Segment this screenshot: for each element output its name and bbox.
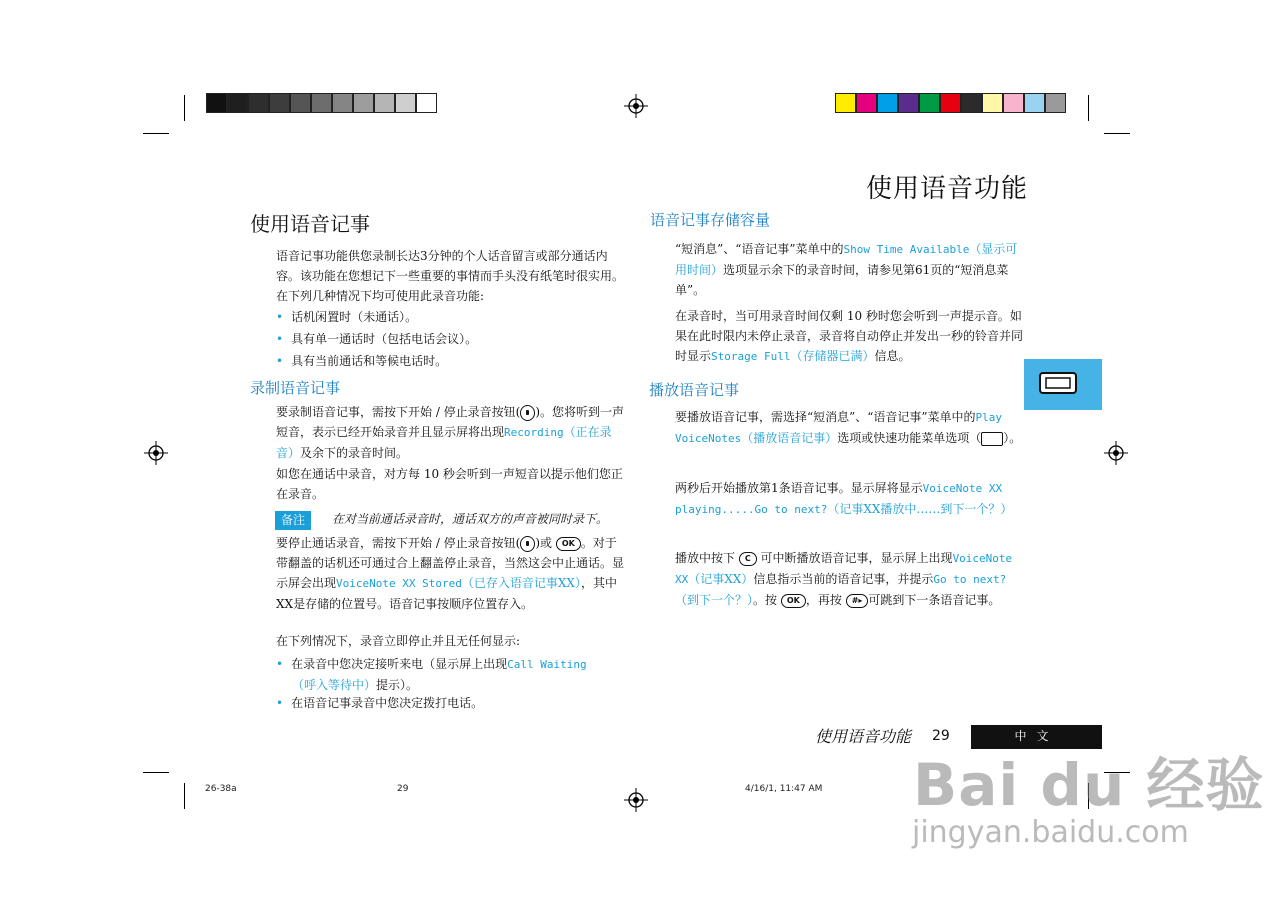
text: “短消息”、“语音记事”菜单中的 (675, 242, 844, 256)
display-translation: （记事XX） (688, 572, 754, 586)
text: ，其中XX是存储的位置号。语音记事按顺序位置存入。 (276, 576, 617, 611)
slug-page: 29 (397, 784, 409, 794)
display-translation: （记事XX播放中……到下一个？） (827, 502, 1013, 516)
color-swatch (290, 93, 311, 113)
page-number: 29 (932, 728, 950, 744)
display-text: Recording (504, 426, 564, 439)
slug-file: 26-38a (205, 784, 237, 794)
crop-mark (143, 133, 169, 134)
display-text: Call Waiting (507, 658, 587, 671)
text: 要停止通话录音，需按下开始 / 停止录音按钮( (276, 536, 521, 550)
text: 及余下的录音时间。 (300, 446, 409, 460)
crop-mark (1104, 133, 1130, 134)
record-key-icon (520, 536, 535, 552)
text: 在录音时，当可用录音时间仅剩 10 秒时您会听到一声提示音。如果在此时限内未停止录音，录音将自动停止并发出一秒的铃音并同时显示 (675, 309, 1024, 363)
color-swatch (395, 93, 416, 113)
display-text: Play VoiceNotes (675, 411, 1003, 445)
text: 可跳到下一条语音记事。 (868, 593, 1001, 607)
crop-mark (184, 783, 185, 809)
record-paragraph-2: 如您在通话中录音，对方每 10 秒会听到一声短音以提示他们您正在录音。 (276, 467, 623, 501)
quick-menu-icon (981, 432, 1003, 446)
registration-mark-icon (624, 788, 648, 812)
bullet-text: 在语音记事录音中您决定拨打电话。 (291, 696, 484, 710)
footer-title: 使用语音功能 (815, 727, 912, 746)
text: 选项显示余下的录音时间，请参见第61页的“短消息菜单”。 (675, 263, 1009, 297)
page-title: 使用语音功能 (866, 174, 1029, 204)
text: 要播放语音记事，需选择“短消息”、“语音记事”菜单中的 (675, 410, 976, 424)
color-swatch (269, 93, 290, 113)
playback-paragraph-3 (675, 548, 1027, 610)
display-translation: （已存入语音记事XX） (461, 576, 581, 590)
color-swatch (961, 93, 982, 113)
crop-mark (1088, 95, 1089, 121)
list-item: • 在录音中您决定接听来电（显示屏上出现Call Waiting （呼入等待中）提示）。 (276, 657, 587, 692)
display-translation: （正在录音） (276, 425, 612, 460)
color-swatch (940, 93, 961, 113)
bullet-text: 具有当前通话和等候电话时。 (291, 354, 448, 368)
color-swatch (1045, 93, 1066, 113)
color-swatch (374, 93, 395, 113)
display-text: Show Time Available (843, 243, 970, 256)
text: 在录音中您决定接听来电（显示屏上出现 (291, 657, 508, 671)
playback-paragraph-2 (675, 478, 1027, 520)
section-heading-capacity: 语音记事存储容量 (650, 211, 771, 229)
bullet-text: 话机闲置时（未通话）。 (291, 310, 418, 324)
ok-key-icon: OK (781, 594, 806, 608)
color-swatch (248, 93, 269, 113)
color-swatch (1003, 93, 1024, 113)
hash-key-icon: #▸ (846, 594, 869, 608)
intro-paragraph: 语音记事功能供您录制长达3分钟的个人话音留言或部分通话内容。该功能在您想记下一些重要的事情而手头没有纸笔时很实用。在下列几种情况下均可使用此录音功能: (276, 249, 625, 303)
list-item: • 在语音记事录音中您决定拨打电话。 (276, 696, 484, 710)
capacity-paragraph-2 (675, 306, 1027, 367)
text: )或 (535, 536, 553, 550)
color-swatch (332, 93, 353, 113)
display-text: VoiceNote XX (675, 552, 1013, 586)
record-paragraph (276, 402, 628, 463)
section-heading-record: 录制语音记事 (250, 379, 341, 397)
crop-mark (184, 95, 185, 121)
note-text: 在对当前通话录音时，通话双方的声音被同时录下。 (332, 512, 609, 526)
cases-intro: 在下列情况下，录音立即停止并且无任何显示: (276, 634, 521, 648)
color-swatch (919, 93, 940, 113)
display-text: Go to next? (933, 573, 1007, 586)
color-swatch (416, 93, 437, 113)
display-translation: （播放语音记事） (741, 431, 838, 445)
display-translation: （呼入等待中） (292, 678, 377, 692)
text: 。对于带翻盖的话机还可通过合上翻盖停止录音，当然这会中止通话。显示屏会出现 (276, 536, 625, 590)
color-swatch (982, 93, 1003, 113)
text: 提示）。 (376, 678, 419, 692)
crop-mark (143, 772, 169, 773)
list-item: • 具有当前通话和等候电话时。 (276, 354, 448, 368)
color-swatch (1024, 93, 1045, 113)
text: ）。 (1003, 431, 1022, 445)
section-heading-voice-notes: 使用语音记事 (250, 212, 370, 236)
slug-date: 4/16/1, 11:47 AM (745, 784, 823, 794)
text: 选项或快速功能菜单选项（ (837, 431, 982, 445)
display-text: Storage Full (711, 350, 791, 363)
color-swatch (835, 93, 856, 113)
text: ，再按 (805, 593, 842, 607)
text: 播放中按下 (675, 551, 736, 565)
text: 可中断播放语音记事，显示屏上出现 (760, 551, 953, 565)
text: )。您将听到一声短音，表示已经开始录音并且显示屏将出现 (276, 405, 625, 439)
registration-mark-icon (624, 94, 648, 118)
clear-key-icon: C (739, 552, 757, 566)
watermark-url: jingyan.baidu.com (912, 815, 1189, 850)
watermark-logo: Bai du 经验 (913, 751, 1265, 819)
note-badge: 备注 (275, 511, 311, 530)
text: 要录制语音记事，需按下开始 / 停止录音按钮( (276, 405, 521, 419)
display-translation: （显示可用时间） (675, 242, 1018, 277)
capacity-paragraph (675, 239, 1027, 300)
bullet-text: 具有单一通话时（包括电话会议）。 (291, 332, 478, 346)
color-swatch (206, 93, 227, 113)
display-text: VoiceNote XX playing.....Go to next? (675, 482, 1003, 516)
list-item: • 具有单一通话时（包括电话会议）。 (276, 332, 478, 346)
list-item: • 话机闲置时（未通话）。 (276, 310, 418, 324)
color-swatch (898, 93, 919, 113)
color-swatch (877, 93, 898, 113)
registration-mark-icon (1104, 441, 1128, 465)
ok-key-icon: OK (556, 537, 581, 551)
language-tab: 中文 (971, 725, 1102, 749)
display-translation: （存储器已满） (790, 349, 875, 363)
color-swatch (227, 93, 248, 113)
section-heading-playback: 播放语音记事 (649, 381, 740, 399)
color-swatch (856, 93, 877, 113)
display-text: VoiceNote XX Stored (336, 577, 462, 590)
phone-display-icon (1038, 371, 1082, 397)
color-swatch (311, 93, 332, 113)
text: 信息指示当前的语音记事，并提示 (753, 572, 934, 586)
record-key-icon (520, 405, 535, 421)
section-tab (1024, 359, 1102, 410)
registration-mark-icon (144, 441, 168, 465)
text: 两秒后开始播放第1条语音记事。显示屏将显示 (675, 481, 923, 495)
text: 信息。 (874, 349, 911, 363)
text: 。按 (753, 593, 778, 607)
playback-paragraph (675, 407, 1027, 449)
stop-paragraph (276, 533, 628, 614)
display-translation: （到下一个？） (675, 593, 754, 607)
color-swatch (353, 93, 374, 113)
